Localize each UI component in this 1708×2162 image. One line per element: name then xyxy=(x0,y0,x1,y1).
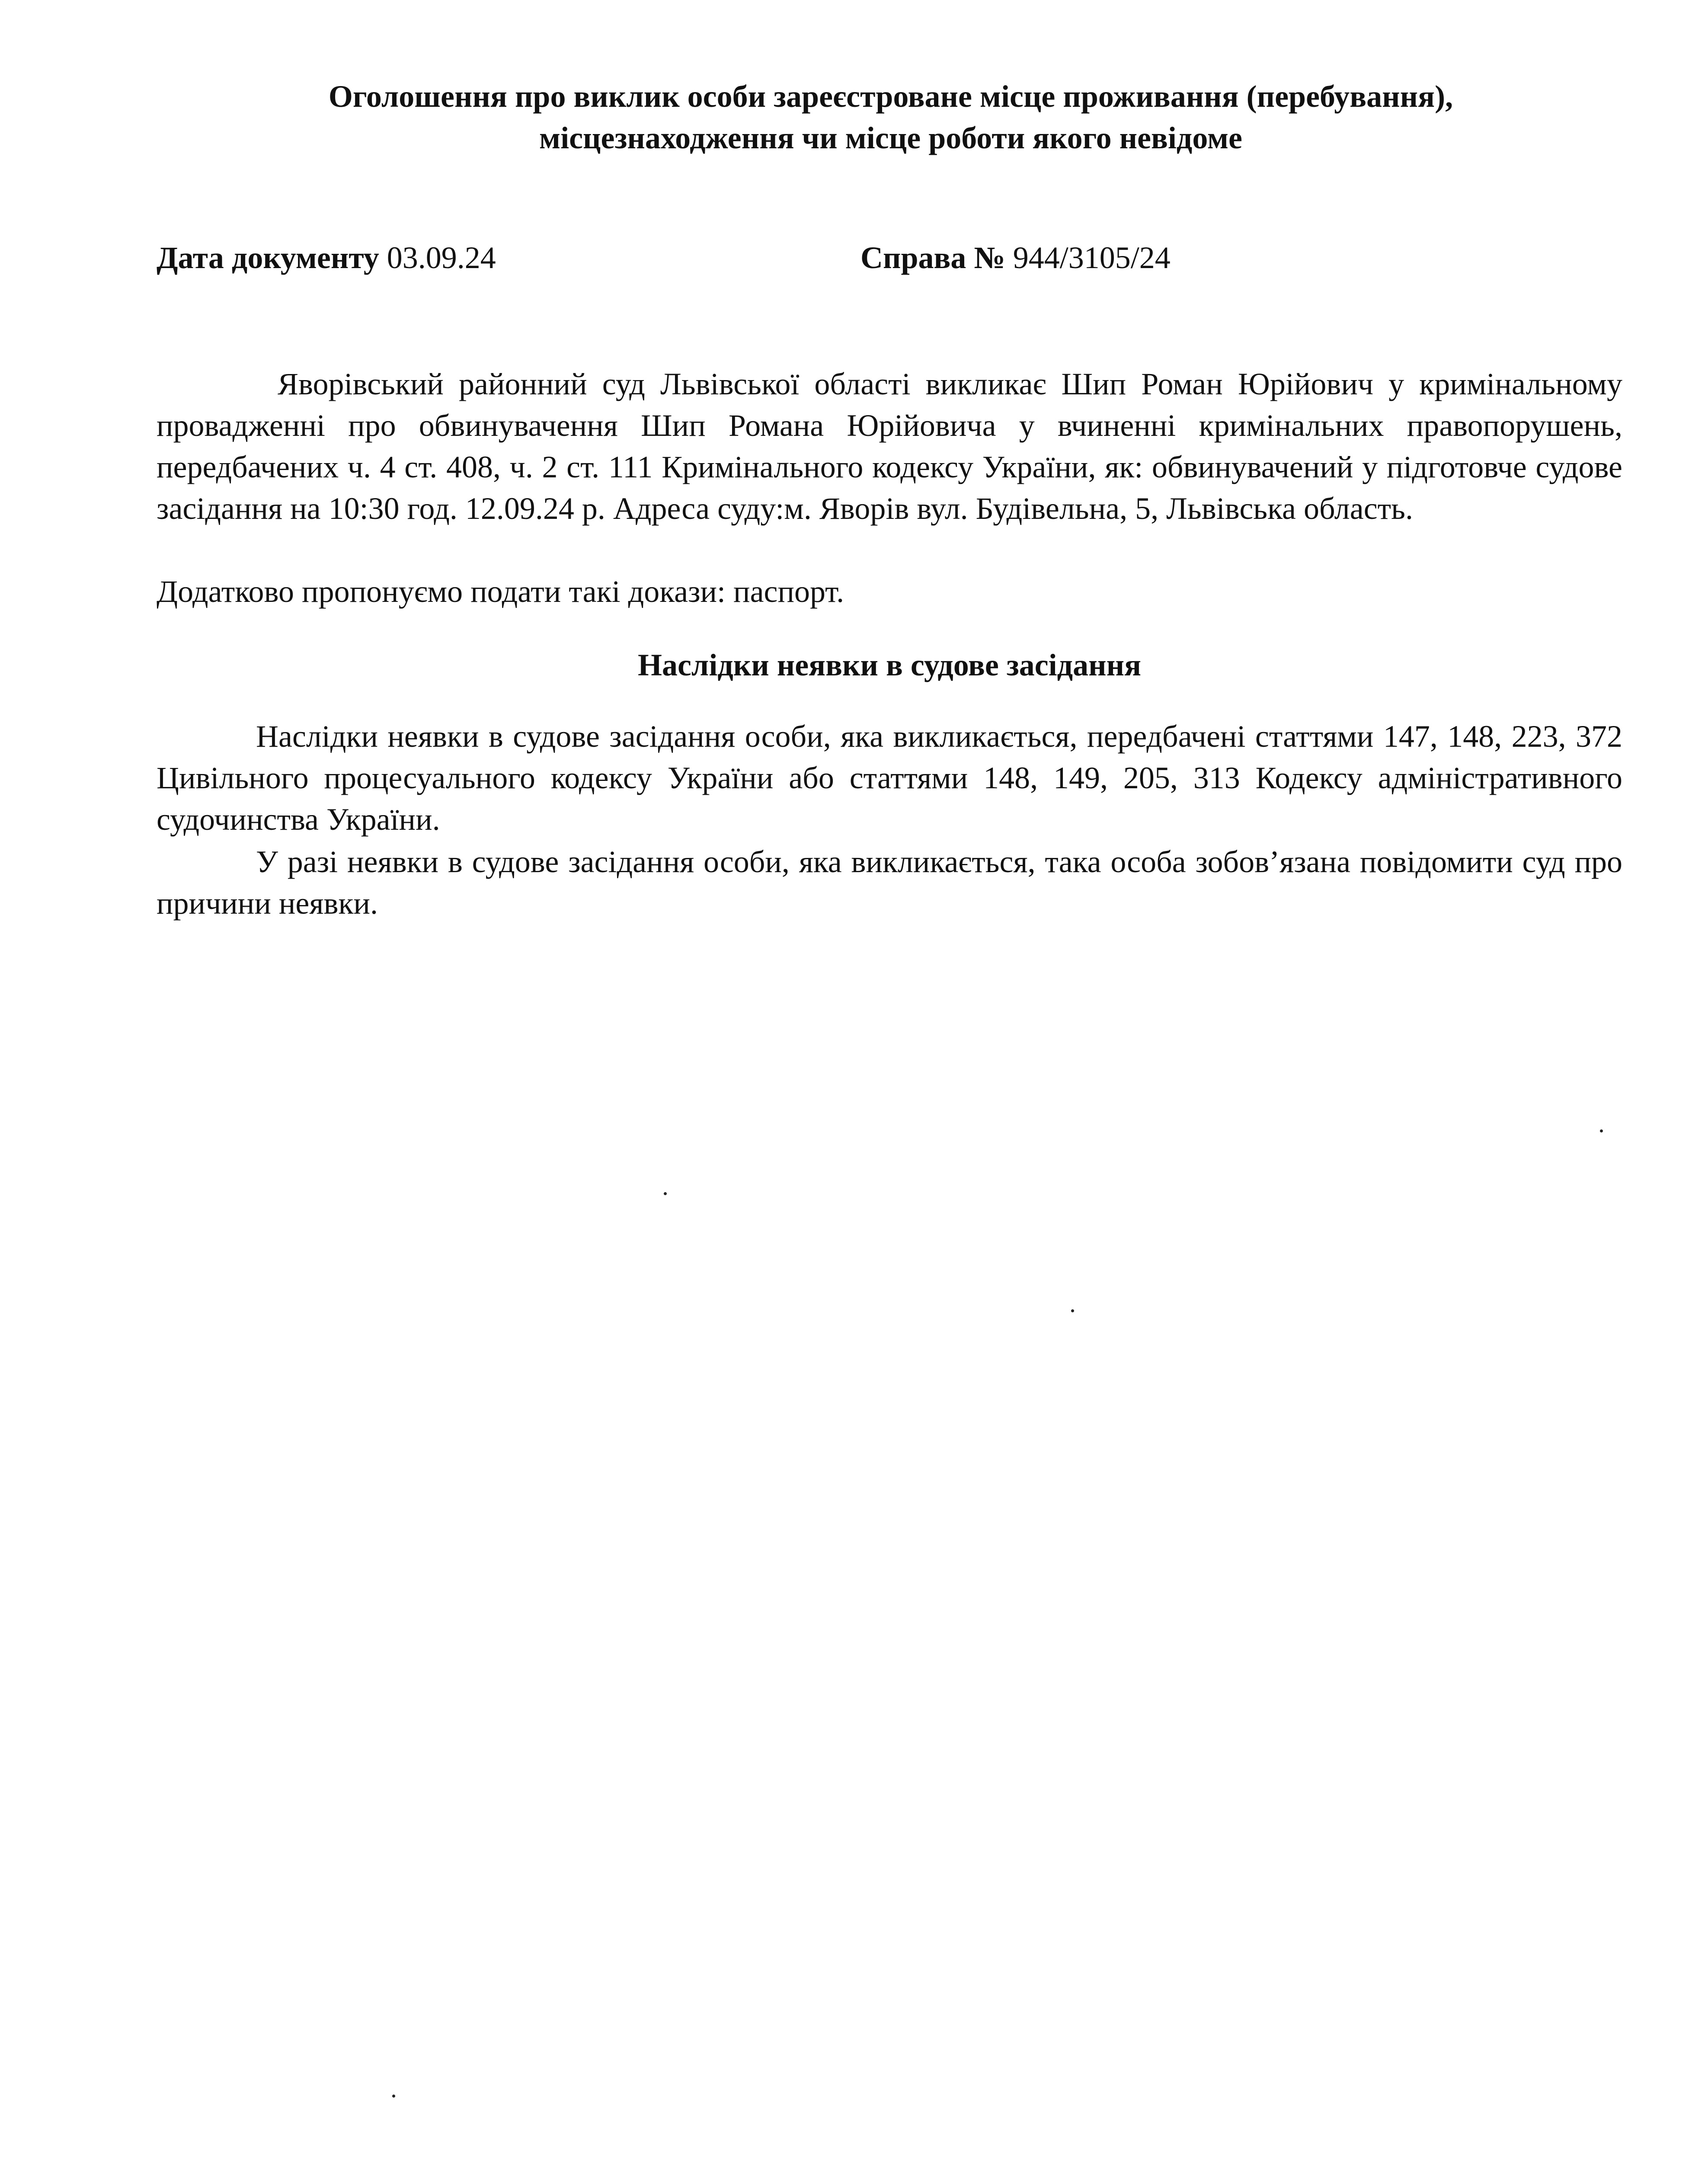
scan-speck xyxy=(392,2095,395,2098)
document-title-line-1: Оголошення про виклик особи зареєстроване місце проживання (перебування), xyxy=(328,79,1453,114)
scan-speck xyxy=(664,1192,667,1195)
document-date-value: 03.09.24 xyxy=(387,240,496,275)
notify-paragraph: У разі неявки в судове засідання особи, яка викликається, така особа зобов’язана повідомити суд про причини неявки. xyxy=(157,844,1622,921)
document-date xyxy=(157,237,496,278)
summons-paragraph: Яворівський районний суд Львівської області викликає Шип Роман Юрійович у кримінальному провадженні про обвинувачення Шип Романа Юрійовича у вчиненні кримінальних правопорушень, передбачених ч. 4 ст. 408, ч. 2 ст. 111 Кримінального кодексу України, як: обвинувачений у підготовче судове засідання на 10:30 год. 12.09.24 р. Адреса суду:м. Яворів вул. Будівельна, 5, Львівська область. xyxy=(157,367,1622,526)
scan-speck xyxy=(1071,1309,1074,1312)
evidence-request-line: Додатково пропонуємо подати такі докази: паспорт. xyxy=(157,574,844,609)
consequences-heading: Наслідки неявки в судове засідання xyxy=(637,648,1142,682)
document-date-label: Дата документу xyxy=(157,240,379,275)
case-number xyxy=(860,237,1171,278)
case-number-label: Справа № xyxy=(860,240,1005,275)
document-title-line-2: місцезнаходження чи місце роботи якого невідоме xyxy=(539,121,1242,155)
document-title xyxy=(156,76,1626,159)
consequences-paragraph: Наслідки неявки в судове засідання особи, яка викликається, передбачені статтями 147, 148, 223, 372 Цивільного процесуального кодексу України або статтями 148, 149, 205, 313 Кодексу адміністративного судочинства України. xyxy=(157,719,1622,837)
scan-speck xyxy=(1600,1129,1603,1132)
case-number-value: 944/3105/24 xyxy=(1013,240,1171,275)
